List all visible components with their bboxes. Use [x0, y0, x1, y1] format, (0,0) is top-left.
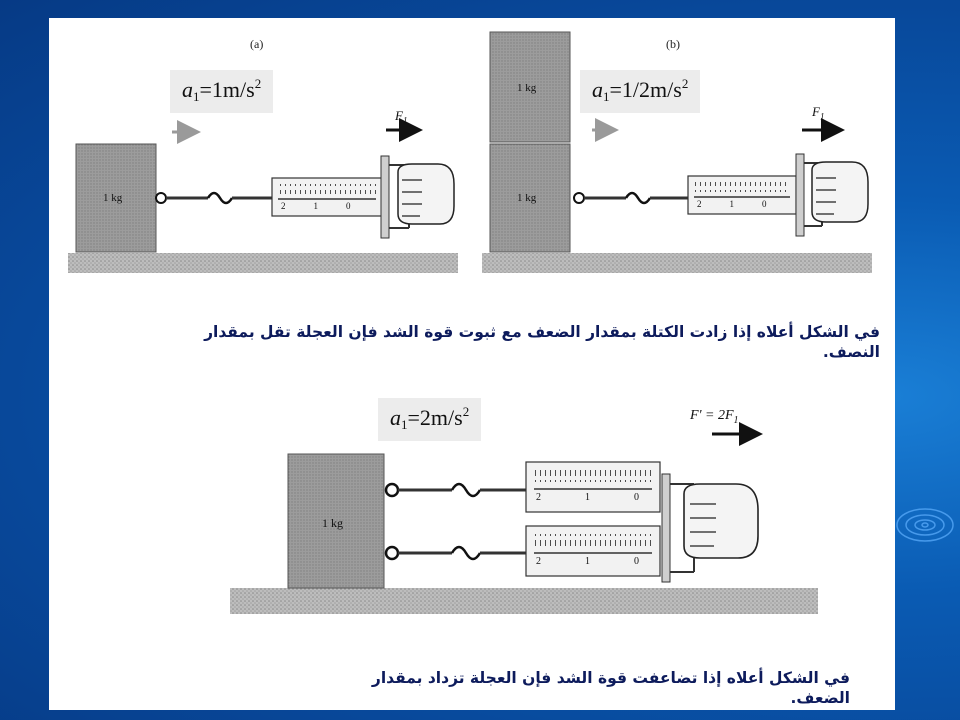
mass-label-b-bottom: 1 kg	[517, 192, 537, 204]
acceleration-equation-b: $a_1=1/2m/s^2$	[580, 70, 700, 113]
hook-ring-a	[156, 193, 166, 203]
caption-mass-doubling: في الشكل أعلاه إذا زادت الكتلة بمقدار الضعف مع ثبوت قوة الشد فإن العجلة تقل بمقدار النصف.	[204, 323, 880, 361]
figure-a	[68, 130, 458, 273]
caption-force-doubling: في الشكل أعلاه إذا تضاعفت قوة الشد فإن العجلة تزداد بمقدار الضعف.	[371, 669, 850, 707]
scale-numbers-c-upper: 210	[536, 492, 683, 503]
acceleration-equation-a: $a_1=1m/s^2$	[170, 70, 273, 113]
hook-c-upper	[452, 484, 480, 496]
scale-ticks-a	[278, 184, 376, 194]
scale-numbers-c-lower: 210	[536, 556, 683, 567]
ground-a	[68, 253, 458, 273]
hand-a-icon	[398, 164, 454, 224]
panel-label-a: (a)	[250, 37, 264, 51]
scale-frame-a	[381, 156, 389, 238]
force-label-a: $F_1$	[395, 108, 408, 126]
scale-numbers-a: 210	[281, 201, 379, 211]
mass-label-b-top: 1 kg	[517, 82, 537, 94]
hand-b-icon	[812, 162, 868, 222]
acceleration-equation-c: $a_1=2m/s^2$	[378, 398, 481, 441]
panel-label-b: (b)	[666, 37, 680, 51]
figure-c	[230, 434, 818, 614]
hook-ring-c-lower	[386, 547, 398, 559]
scale-ticks-b	[694, 182, 790, 192]
mass-label-a: 1 kg	[103, 192, 123, 204]
scale-numbers-b: 210	[697, 199, 795, 209]
hook-a	[208, 193, 232, 203]
spring-scale-c-upper	[526, 462, 660, 512]
force-label-c: $F' = 2F_1$	[690, 408, 739, 426]
hook-c-lower	[452, 547, 480, 559]
mass-label-c: 1 kg	[322, 516, 343, 530]
force-label-b: $F_1$	[812, 104, 825, 122]
hook-ring-b	[574, 193, 584, 203]
figure-b	[482, 32, 872, 273]
ground-c	[230, 588, 818, 614]
scale-frame-b	[796, 154, 804, 236]
hook-b	[626, 193, 650, 203]
hook-ring-c-upper	[386, 484, 398, 496]
spring-scale-c-lower	[526, 526, 660, 576]
ground-b	[482, 253, 872, 273]
hand-c-icon	[684, 484, 758, 558]
